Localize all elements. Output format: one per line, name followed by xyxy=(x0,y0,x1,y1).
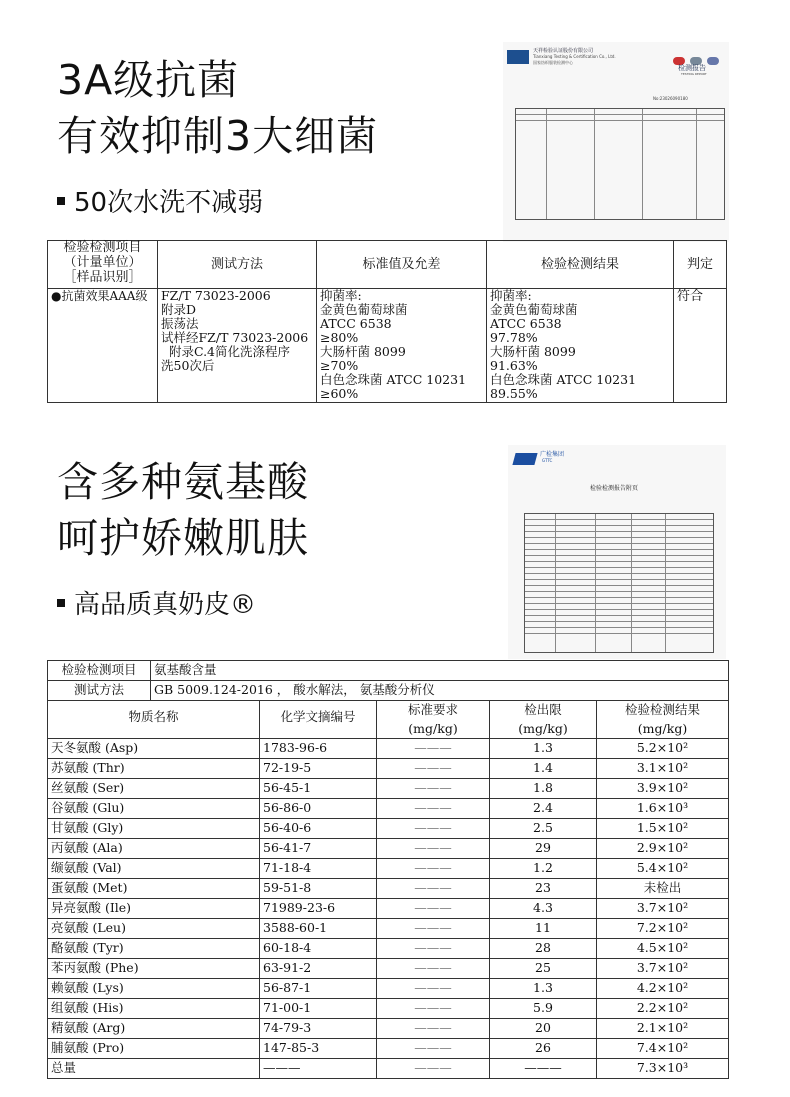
report2-brand-sub: GTTC xyxy=(542,458,553,463)
t2-cell-lod: 2.5 xyxy=(490,819,597,839)
report1-mini-table xyxy=(515,108,725,220)
t2-item-value: 氨基酸含量 xyxy=(151,661,729,681)
table-row xyxy=(48,1019,729,1039)
t2-cell-lod: 1.2 xyxy=(490,859,597,879)
t2-cell-cas: 1783-96-6 xyxy=(260,739,377,759)
antibacterial-test-table xyxy=(47,240,727,403)
t1-header-method: 测试方法 xyxy=(158,241,317,289)
table-row xyxy=(48,1039,729,1059)
t2-cell-lod: 23 xyxy=(490,879,597,899)
test-report-thumbnail: 天祥检验认证股份有限公司 Tianxiang Testing & Certification Co., Ltd. 国家纺织服装检测中心 检测报告 TESTING REPORT No:23026090180 xyxy=(503,42,729,242)
amino-acid-table xyxy=(47,660,729,1079)
t2-cell-std: ——— xyxy=(377,899,490,919)
t2-cell-res: 3.7×10² xyxy=(597,899,729,919)
t1-method: FZ/T 73023-2006 附录D 振荡法 试样经FZ/T 73023-2006 附录C.4简化洗涤程序 洗50次后 xyxy=(158,289,317,403)
amino-report-thumbnail xyxy=(508,445,726,659)
tuv-logo-icon xyxy=(507,50,529,64)
t2-cell-res: 未检出 xyxy=(597,879,729,899)
bullet-square-icon xyxy=(57,197,65,205)
t1-header-item: 检验检测项目 （计量单位） ［样品识别］ xyxy=(48,241,158,289)
table-row xyxy=(48,899,729,919)
table-row xyxy=(48,939,729,959)
accreditation-marks-icon xyxy=(673,50,721,60)
report2-title: 检验检测报告附页 xyxy=(590,485,639,492)
t2-cell-name: 丙氨酸 (Ala) xyxy=(48,839,260,859)
report2-mini-table xyxy=(524,513,714,653)
t2-header-std xyxy=(377,701,490,739)
table-row xyxy=(48,919,729,939)
t1-header-standard: 标准值及允差 xyxy=(317,241,487,289)
headline2-line1: 含多种氨基酸 xyxy=(57,458,309,506)
headline2-line2: 呵护娇嫩肌肤 xyxy=(57,514,309,562)
bullet-text: 高品质真奶皮® xyxy=(74,590,257,620)
headline-line1: 3A级抗菌 xyxy=(57,56,240,104)
t2-cell-std: ——— xyxy=(377,799,490,819)
t2-cell-std: ——— xyxy=(377,779,490,799)
t2-cell-name: 苏氨酸 (Thr) xyxy=(48,759,260,779)
t2-method-value: GB 5009.124-2016 ， 酸水解法， 氨基酸分析仪 xyxy=(151,681,729,701)
t2-cell-res: 7.3×10³ xyxy=(597,1059,729,1079)
table-row xyxy=(48,799,729,819)
table-row xyxy=(48,779,729,799)
gttc-logo-icon xyxy=(512,453,537,465)
t2-cell-lod: 20 xyxy=(490,1019,597,1039)
t2-header-cas: 化学文摘编号 xyxy=(260,701,377,739)
t2-cell-lod: 28 xyxy=(490,939,597,959)
t2-cell-res: 4.5×10² xyxy=(597,939,729,959)
headline-line2: 有效抑制3大细菌 xyxy=(57,112,379,160)
t2-cell-std: ——— xyxy=(377,939,490,959)
t2-cell-res: 3.9×10² xyxy=(597,779,729,799)
t2-cell-lod: 2.4 xyxy=(490,799,597,819)
t2-header-std-unit: (mg/kg) xyxy=(408,721,458,736)
t1-item: ●抗菌效果AAA级 xyxy=(48,289,158,403)
bullet-text: 50次水洗不减弱 xyxy=(74,188,264,218)
t2-cell-res: 1.6×10³ xyxy=(597,799,729,819)
t2-cell-res: 1.5×10² xyxy=(597,819,729,839)
t2-cell-name: 组氨酸 (His) xyxy=(48,999,260,1019)
table-row xyxy=(48,859,729,879)
t2-cell-res: 2.2×10² xyxy=(597,999,729,1019)
t2-cell-name: 酪氨酸 (Tyr) xyxy=(48,939,260,959)
t2-header-std-label: 标准要求 xyxy=(407,702,458,717)
t2-cell-lod: 1.3 xyxy=(490,739,597,759)
t2-cell-std: ——— xyxy=(377,919,490,939)
t1-result: 抑菌率: 金黄色葡萄球菌 ATCC 6538 97.78% 大肠杆菌 8099 91.63% 白色念珠菌 ATCC 10231 89.55% xyxy=(487,289,674,403)
t2-cell-name: 蛋氨酸 (Met) xyxy=(48,879,260,899)
t2-cell-cas: 56-87-1 xyxy=(260,979,377,999)
t2-cell-lod: 29 xyxy=(490,839,597,859)
t2-cell-cas: 56-45-1 xyxy=(260,779,377,799)
table-row xyxy=(48,879,729,899)
t2-cell-res: 7.4×10² xyxy=(597,1039,729,1059)
t2-cell-name: 丝氨酸 (Ser) xyxy=(48,779,260,799)
t2-cell-res: 3.1×10² xyxy=(597,759,729,779)
t2-cell-std: ——— xyxy=(377,999,490,1019)
table-row xyxy=(48,819,729,839)
t2-cell-std: ——— xyxy=(377,819,490,839)
t2-item-label: 检验检测项目 xyxy=(48,661,151,681)
report-org: 天祥检验认证股份有限公司 xyxy=(533,48,594,54)
t2-cell-res: 4.2×10² xyxy=(597,979,729,999)
t2-cell-cas: 71-18-4 xyxy=(260,859,377,879)
bullet-antiwash xyxy=(57,190,263,216)
t2-cell-name: 脯氨酸 (Pro) xyxy=(48,1039,260,1059)
t2-cell-cas: 71989-23-6 xyxy=(260,899,377,919)
t2-cell-std: ——— xyxy=(377,1019,490,1039)
t2-cell-cas: 3588-60-1 xyxy=(260,919,377,939)
t2-cell-lod: 25 xyxy=(490,959,597,979)
t2-header-lod-label: 检出限 xyxy=(524,702,562,717)
t2-cell-res: 3.7×10² xyxy=(597,959,729,979)
t2-cell-name: 亮氨酸 (Leu) xyxy=(48,919,260,939)
t2-cell-res: 7.2×10² xyxy=(597,919,729,939)
t2-cell-name: 异亮氨酸 (Ile) xyxy=(48,899,260,919)
t2-cell-cas: 56-40-6 xyxy=(260,819,377,839)
t2-cell-lod: 1.8 xyxy=(490,779,597,799)
t2-cell-name: 赖氨酸 (Lys) xyxy=(48,979,260,999)
t1-header-verdict: 判定 xyxy=(674,241,727,289)
table-row xyxy=(48,759,729,779)
t1-verdict: 符合 xyxy=(674,289,727,403)
t2-cell-std: ——— xyxy=(377,859,490,879)
t2-header-lod-unit: (mg/kg) xyxy=(518,721,568,736)
t2-cell-std: ——— xyxy=(377,839,490,859)
t2-cell-std: ——— xyxy=(377,1059,490,1079)
t2-header-res-unit: (mg/kg) xyxy=(637,721,688,736)
t2-cell-lod: 4.3 xyxy=(490,899,597,919)
t2-cell-cas: 74-79-3 xyxy=(260,1019,377,1039)
t2-cell-lod: 26 xyxy=(490,1039,597,1059)
table-row xyxy=(48,979,729,999)
report2-brand: 广检集团 xyxy=(540,451,565,458)
t2-cell-std: ——— xyxy=(377,739,490,759)
t1-header-result: 检验检测结果 xyxy=(487,241,674,289)
t2-cell-name: 甘氨酸 (Gly) xyxy=(48,819,260,839)
table-row xyxy=(48,959,729,979)
t2-cell-lod: 5.9 xyxy=(490,999,597,1019)
t2-cell-cas: 59-51-8 xyxy=(260,879,377,899)
t2-cell-cas: 56-41-7 xyxy=(260,839,377,859)
table-row xyxy=(48,999,729,1019)
t2-cell-cas: 56-86-0 xyxy=(260,799,377,819)
t2-cell-cas: 147-85-3 xyxy=(260,1039,377,1059)
report-subtitle: TESTING REPORT xyxy=(681,72,707,76)
t2-cell-name: 天冬氨酸 (Asp) xyxy=(48,739,260,759)
t2-cell-name: 总量 xyxy=(48,1059,260,1079)
report-title: 检测报告 xyxy=(678,64,706,72)
t2-cell-cas: 71-00-1 xyxy=(260,999,377,1019)
t2-method-label: 测试方法 xyxy=(48,681,151,701)
t2-cell-lod: 1.3 xyxy=(490,979,597,999)
t2-cell-name: 苯丙氨酸 (Phe) xyxy=(48,959,260,979)
t2-cell-lod: 11 xyxy=(490,919,597,939)
bullet-square-icon xyxy=(57,599,65,607)
t2-header-res-label: 检验检测结果 xyxy=(624,702,700,717)
t2-cell-lod: 1.4 xyxy=(490,759,597,779)
t2-header-lod xyxy=(490,701,597,739)
t2-header-name: 物质名称 xyxy=(48,701,260,739)
t2-cell-cas: 63-91-2 xyxy=(260,959,377,979)
t2-cell-name: 谷氨酸 (Glu) xyxy=(48,799,260,819)
report-number: No:23026090180 xyxy=(653,96,688,101)
table-row xyxy=(48,739,729,759)
t2-cell-res: 5.2×10² xyxy=(597,739,729,759)
t2-cell-cas: 72-19-5 xyxy=(260,759,377,779)
t2-cell-name: 缬氨酸 (Val) xyxy=(48,859,260,879)
t2-cell-res: 2.9×10² xyxy=(597,839,729,859)
t2-cell-cas: 60-18-4 xyxy=(260,939,377,959)
t2-header-res xyxy=(597,701,729,739)
t2-cell-lod: ——— xyxy=(490,1059,597,1079)
t2-cell-cas: ——— xyxy=(260,1059,377,1079)
t1-standard: 抑菌率: 金黄色葡萄球菌 ATCC 6538 ≥80% 大肠杆菌 8099 ≥70% 白色念珠菌 ATCC 10231 ≥60% xyxy=(317,289,487,403)
t2-cell-std: ——— xyxy=(377,1039,490,1059)
t2-cell-std: ——— xyxy=(377,879,490,899)
table-row xyxy=(48,839,729,859)
t2-cell-std: ——— xyxy=(377,759,490,779)
t2-cell-std: ——— xyxy=(377,979,490,999)
bullet-milk-skin xyxy=(57,592,256,618)
t2-cell-name: 精氨酸 (Arg) xyxy=(48,1019,260,1039)
t2-cell-res: 2.1×10² xyxy=(597,1019,729,1039)
t2-cell-std: ——— xyxy=(377,959,490,979)
table-row xyxy=(48,1059,729,1079)
t2-cell-res: 5.4×10² xyxy=(597,859,729,879)
